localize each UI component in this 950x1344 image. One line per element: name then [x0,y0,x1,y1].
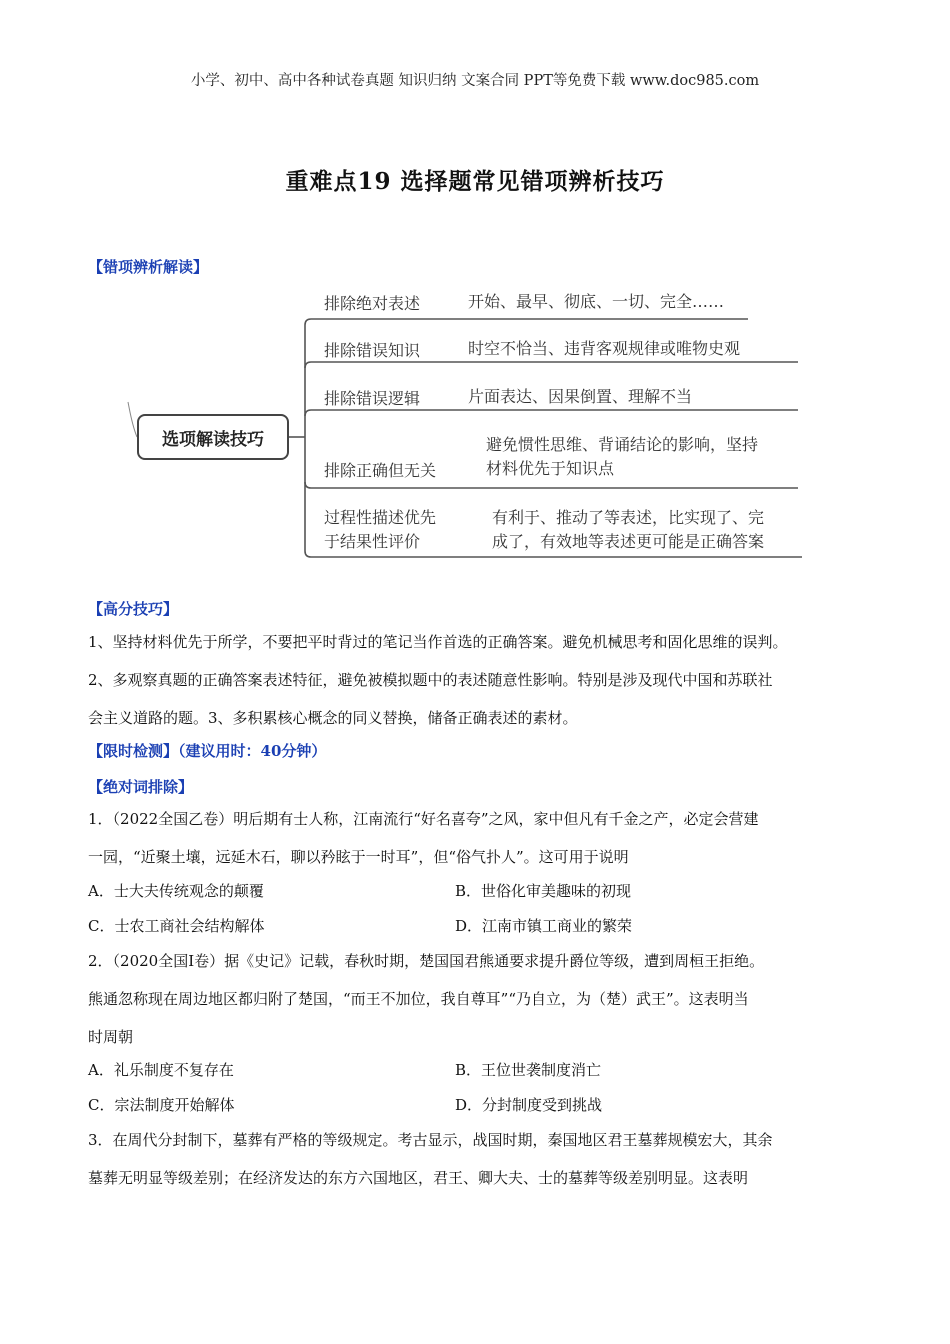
question-2-line-1: 2．（2020全国Ⅰ卷）据《史记》记载，春秋时期，楚国国君熊通要求提升爵位等级，遭到周桓王拒绝。 [88,952,765,970]
section-absolute-words: 【绝对词排除】 [88,778,194,796]
question-2-option-c[interactable]: C．宗法制度开始解体 [88,1096,235,1114]
question-3-line-1: 3．在周代分封制下，墓葬有严格的等级规定。考古显示，战国时期，秦国地区君王墓葬规模宏大，其余 [88,1131,773,1149]
section-timed-test: 【限时检测】（建议用时：40分钟） [88,742,327,760]
question-1-option-b[interactable]: B．世俗化审美趣味的初现 [455,882,632,900]
tips-line-3: 会主义道路的题。3、多积累核心概念的同义替换，储备正确表述的素材。 [88,709,578,727]
tips-line-2: 2、多观察真题的正确答案表述特征，避免被模拟题中的表述随意性影响。特别是涉及现代中国和苏联社 [88,671,773,689]
branch-5-desc-line2: 成了，有效地等表述更可能是正确答案 [492,532,765,551]
page-header: 小学、初中、高中各种试卷真题 知识归纳 文案合同 PPT等免费下载 www.doc985.com [190,73,760,89]
branch-3-label: 排除错误逻辑 [324,389,421,408]
branch-1-desc: 开始、最早、彻底、一切、完全…… [468,292,725,311]
question-1-line-1: 1．（2022全国乙卷）明后期有士人称，江南流行“好名喜夸”之风，家中但凡有千金之产，必定会营建 [88,810,759,828]
question-2-option-a[interactable]: A．礼乐制度不复存在 [88,1061,234,1079]
mind-map-root: 选项解读技巧 [137,414,289,460]
branch-4-label: 排除正确但无关 [324,461,437,480]
question-2-option-b[interactable]: B．王位世袭制度消亡 [455,1061,602,1079]
question-1-option-a[interactable]: A．士大夫传统观念的颠覆 [88,882,264,900]
page-title: 重难点19 选择题常见错项辨析技巧 [285,168,665,195]
question-1-option-c[interactable]: C．士农工商社会结构解体 [88,917,265,935]
section-wrong-analysis: 【错项辨析解读】 [88,258,209,276]
branch-5-desc-line1: 有利于、推动了等表述，比实现了、完 [492,508,765,527]
branch-1-label: 排除绝对表述 [324,294,421,313]
branch-3-desc: 片面表达、因果倒置、理解不当 [468,387,693,406]
question-3-line-2: 墓葬无明显等级差别；在经济发达的东方六国地区，君王、卿大夫、士的墓葬等级差别明显。这表明 [88,1169,749,1187]
branch-2-label: 排除错误知识 [324,341,421,360]
branch-2-desc: 时空不恰当、违背客观规律或唯物史观 [468,339,741,358]
branch-4-desc-line1: 避免惯性思维、背诵结论的影响，坚持 [486,435,759,454]
question-2-line-2: 熊通忽称现在周边地区都归附了楚国，“而王不加位，我自尊耳”“乃自立，为（楚）武王”。这表明当 [88,990,749,1008]
tips-line-1: 1、坚持材料优先于所学，不要把平时背过的笔记当作首选的正确答案。避免机械思考和固化思维的误判。 [88,633,788,651]
branch-4-desc-line2: 材料优先于知识点 [486,459,615,478]
question-2-option-d[interactable]: D．分封制度受到挑战 [455,1096,603,1114]
branch-5-label-line2: 于结果性评价 [324,532,421,551]
branch-5-label-line1: 过程性描述优先 [324,508,437,527]
question-1-line-2: 一园，“近聚土壤，远延木石，聊以矜眩于一时耳”，但“俗气扑人”。这可用于说明 [88,848,629,866]
section-high-score-tips: 【高分技巧】 [88,600,179,618]
question-1-option-d[interactable]: D．江南市镇工商业的繁荣 [455,917,633,935]
question-2-line-3: 时周朝 [88,1028,134,1046]
